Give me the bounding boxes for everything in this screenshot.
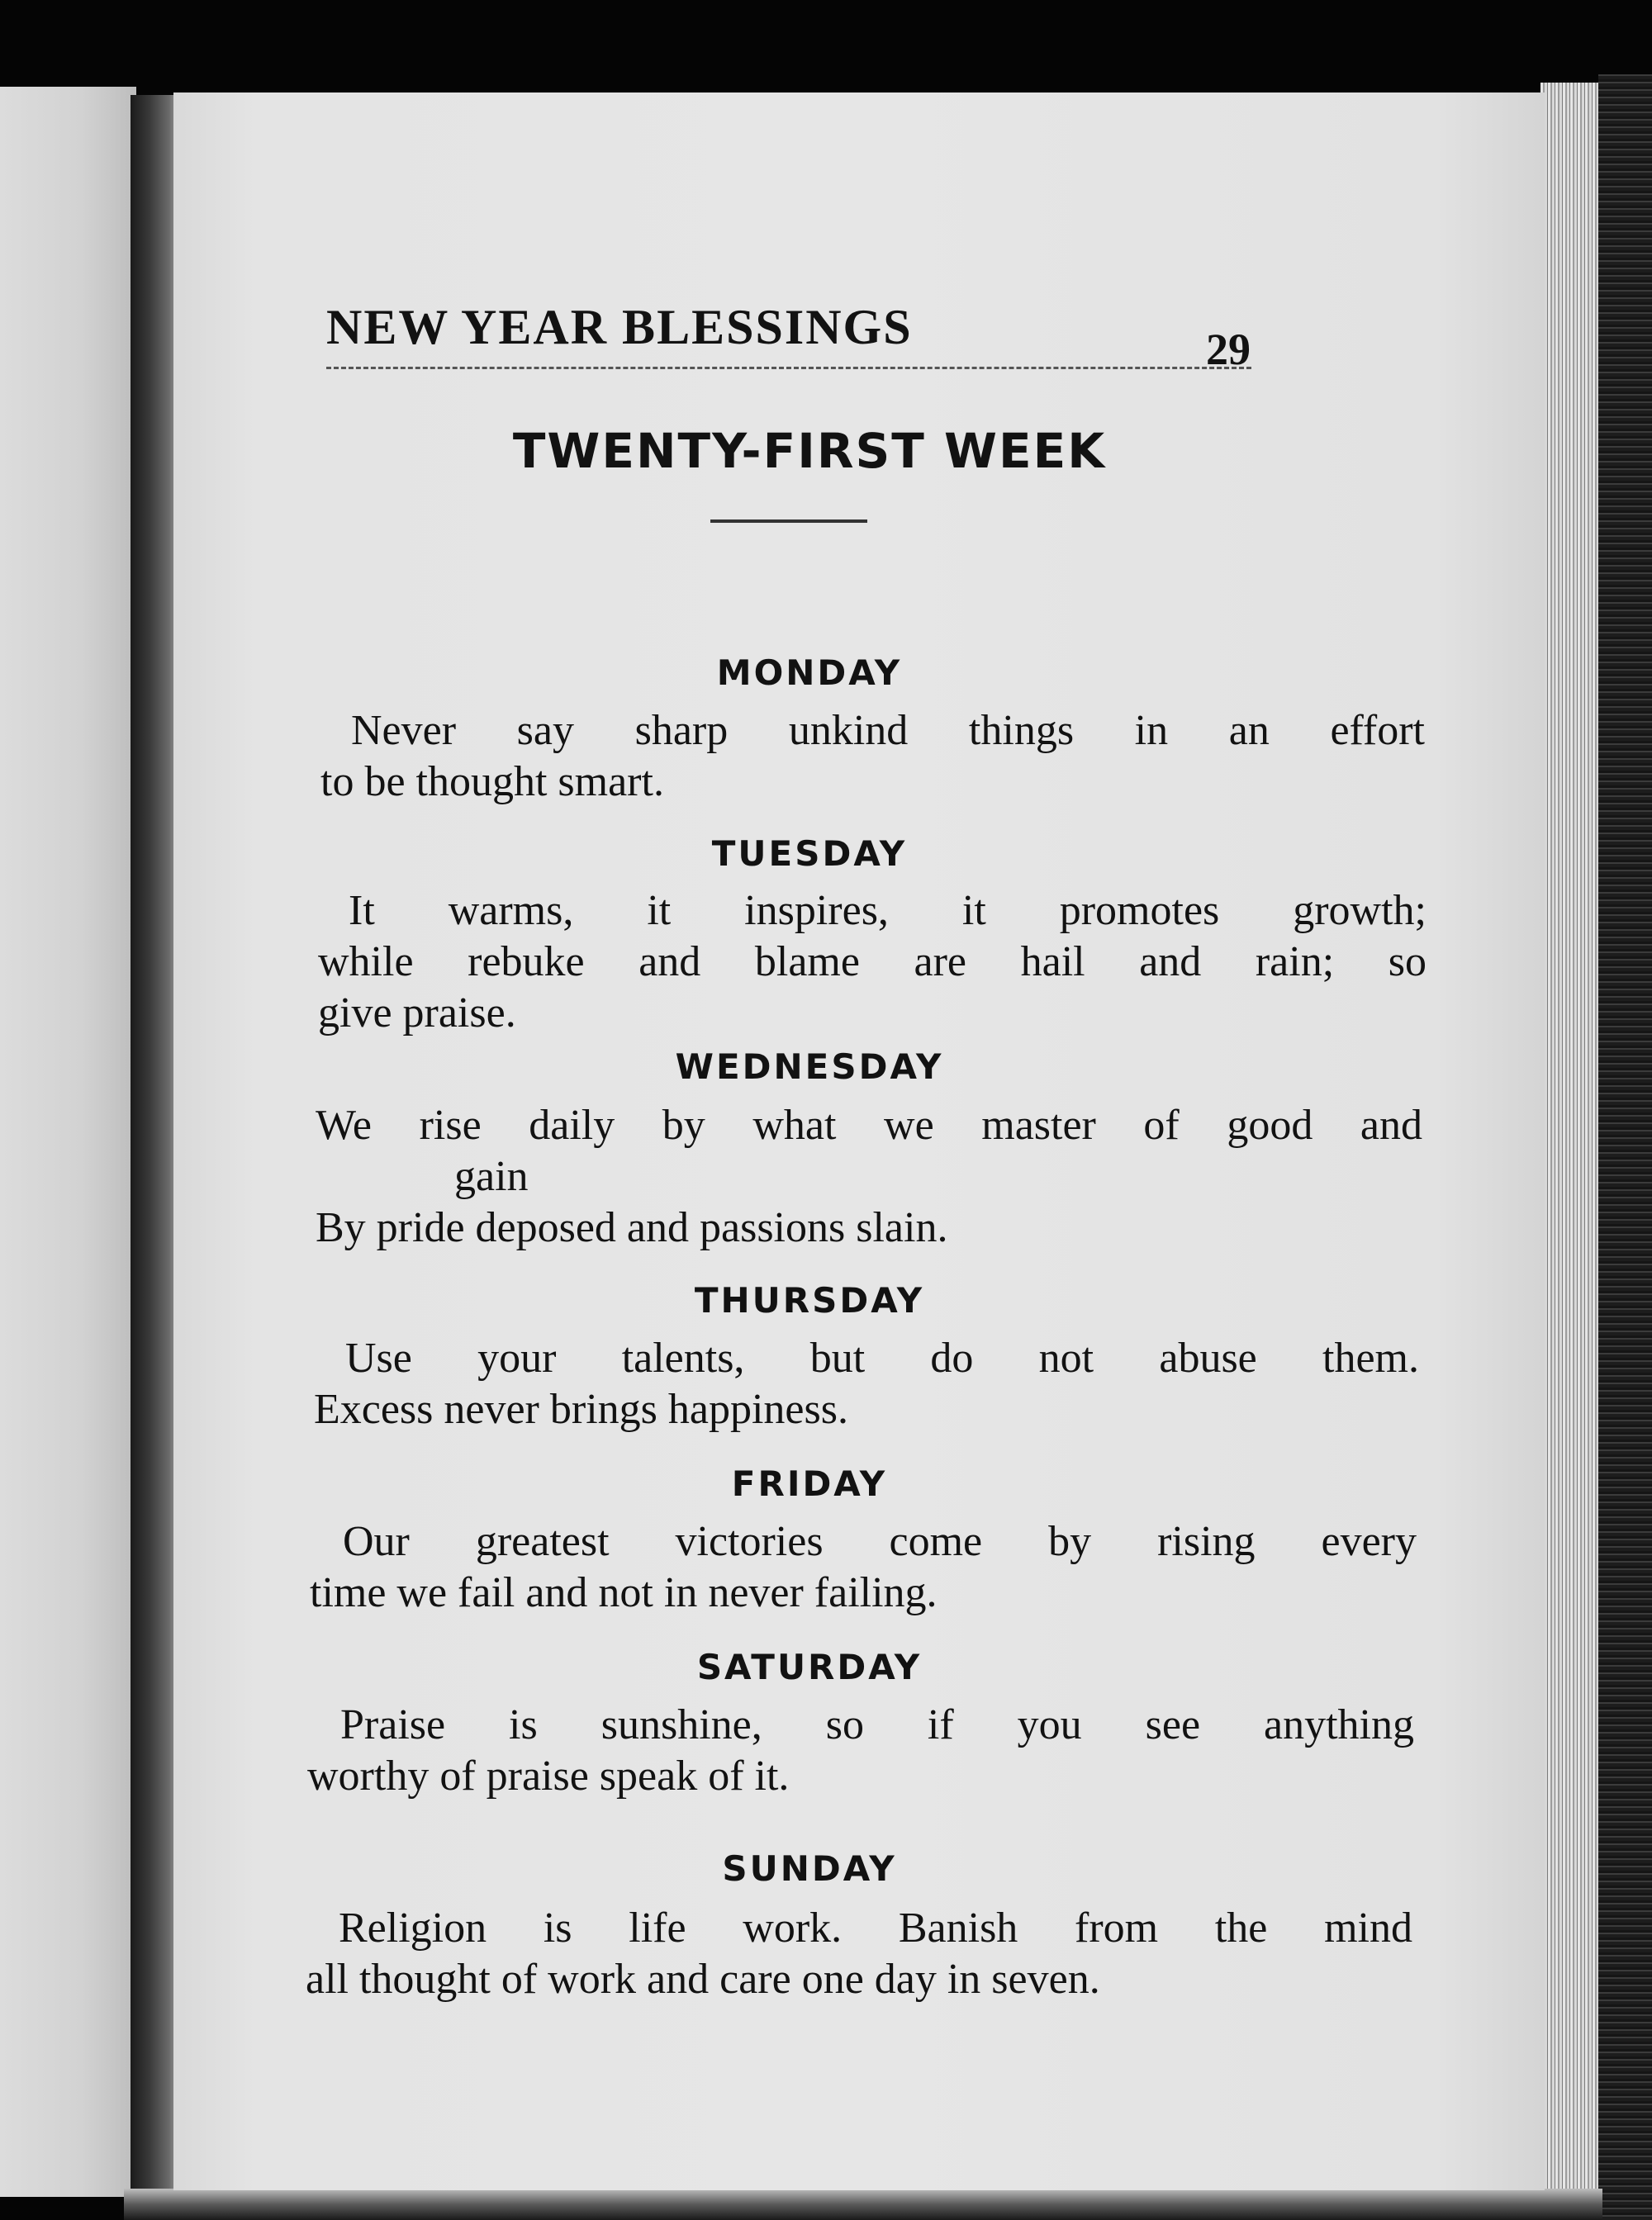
page-number: 29 bbox=[1206, 325, 1251, 374]
facing-page-edge bbox=[0, 87, 136, 2197]
monday-line-1: Never say sharp unkind things in an effort bbox=[351, 707, 1425, 754]
sunday-line-1: Religion is life work. Banish from the mind bbox=[339, 1905, 1412, 1952]
day-heading-monday: MONDAY bbox=[716, 652, 903, 693]
day-heading-thursday: THURSDAY bbox=[694, 1280, 925, 1321]
book-gutter bbox=[131, 95, 178, 2193]
bottom-page-edge bbox=[124, 2189, 1602, 2220]
monday-line-2: to be thought smart. bbox=[320, 758, 664, 805]
thursday-line-2: Excess never brings happiness. bbox=[314, 1386, 848, 1433]
running-head: NEW YEAR BLESSINGS bbox=[326, 300, 913, 354]
wednesday-line-1: We rise daily by what we master of good and bbox=[316, 1102, 1422, 1149]
day-heading-saturday: SATURDAY bbox=[696, 1647, 923, 1687]
thursday-line-1: Use your talents, but do not abuse them. bbox=[345, 1335, 1419, 1382]
book-page bbox=[173, 92, 1545, 2190]
title-rule bbox=[710, 519, 867, 523]
week-title: TWENTY-FIRST WEEK bbox=[512, 423, 1107, 479]
saturday-line-1: Praise is sunshine, so if you see anything bbox=[340, 1701, 1414, 1748]
header-rule bbox=[326, 367, 1251, 369]
friday-line-2: time we fail and not in never failing. bbox=[310, 1569, 938, 1616]
tuesday-line-2: while rebuke and blame are hail and rain; so bbox=[318, 938, 1427, 985]
sunday-line-2: all thought of work and care one day in seven. bbox=[306, 1956, 1100, 2003]
tuesday-line-3: give praise. bbox=[318, 989, 516, 1036]
friday-line-1: Our greatest victories come by rising every bbox=[343, 1518, 1417, 1565]
wednesday-line-3: By pride deposed and passions slain. bbox=[316, 1204, 948, 1251]
wednesday-line-2: gain bbox=[454, 1153, 529, 1200]
saturday-line-2: worthy of praise speak of it. bbox=[307, 1753, 790, 1800]
day-heading-tuesday: TUESDAY bbox=[711, 833, 908, 874]
day-heading-sunday: SUNDAY bbox=[722, 1848, 897, 1889]
tuesday-line-1: It warms, it inspires, it promotes growth; bbox=[349, 887, 1427, 934]
day-heading-friday: FRIDAY bbox=[731, 1463, 888, 1504]
day-heading-wednesday: WEDNESDAY bbox=[675, 1046, 944, 1087]
page-stack-edge bbox=[1540, 83, 1598, 2197]
cover-edge bbox=[1598, 74, 1652, 2220]
